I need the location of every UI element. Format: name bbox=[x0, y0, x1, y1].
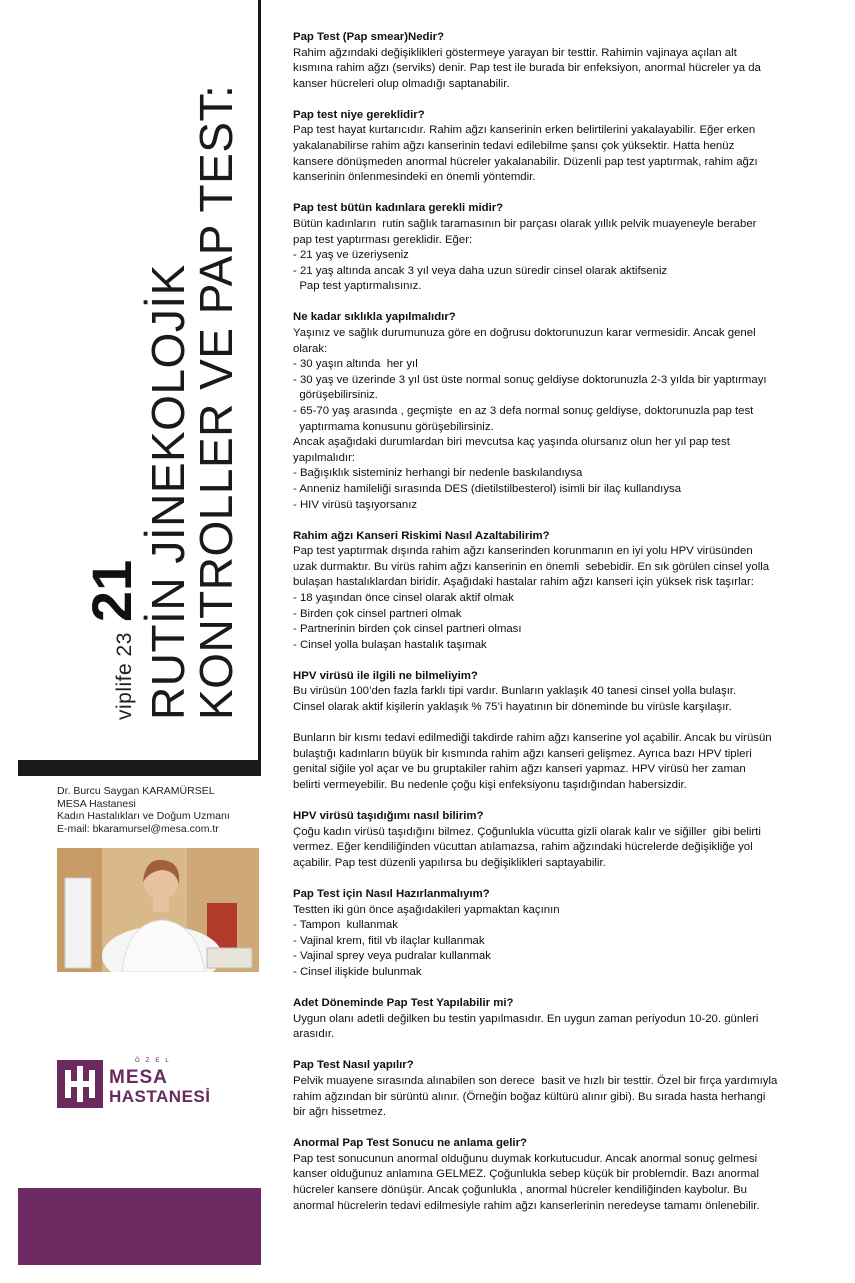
text-line: Pap test yaptırmak dışında rahim ağzı kanserinden korunmanın en iyi yolu HPV virüsünden bbox=[293, 545, 753, 558]
section-heading: Rahim ağzı Kanseri Riskimi Nasıl Azaltabilirim? bbox=[293, 529, 550, 542]
author-hospital: MESA Hastanesi bbox=[57, 797, 136, 810]
article-section bbox=[293, 201, 838, 295]
text-line: Yaşınız ve sağlık durumunuza göre en doğrusu doktorunuzun karar vermesidir. Ancak genel bbox=[293, 327, 756, 339]
text-line: Uygun olanı adetli değilken bu testin yapılmasıdır. En uygun zaman periyodun 10-20. günleri bbox=[293, 1012, 759, 1025]
text-line: bulaştığı kadınların büyük bir kısmında rahim ağzı kanseri gelişmez. Ayrıca bazı HPV tipleri bbox=[293, 747, 752, 760]
text-line: kısmına rahim ağzı (serviks) denir. Pap test ile burada bir enfeksiyon, anormal hücreler ya da bbox=[293, 62, 761, 75]
text-line: - 21 yaş altında ancak 3 yıl veya daha uzun süredir cinsel olarak aktifseniz bbox=[293, 264, 668, 277]
author-block bbox=[57, 785, 230, 835]
text-line: bir ağrı hissetmez. bbox=[293, 1106, 387, 1119]
section-text bbox=[293, 731, 838, 793]
author-photo bbox=[57, 848, 259, 972]
article-section bbox=[293, 887, 838, 981]
text-line: açabilir. Pap test düzenli yapılırsa bu değişiklikleri saptayabilir. bbox=[293, 856, 606, 869]
text-line: - 18 yaşından önce cinsel olarak aktif olmak bbox=[293, 592, 514, 604]
article-section bbox=[293, 996, 838, 1043]
text-line: kanserinin önlenmesindeki en önemli yöntemdir. bbox=[293, 171, 536, 184]
section-text bbox=[293, 326, 838, 513]
text-line: pap test yaptırması gereklidir. Eğer: bbox=[293, 233, 473, 246]
section-text bbox=[293, 1152, 838, 1214]
text-line: arasıdır. bbox=[293, 1028, 335, 1041]
issue-number: 21 bbox=[80, 559, 143, 623]
text-line: anormal hücrelerin tedavi edilmesiyle rahim ağzı kanserlerinin neredeyse tamamı önlenebilir. bbox=[293, 1199, 760, 1212]
article-section bbox=[293, 669, 838, 794]
text-line: - HIV virüsü taşıyorsanız bbox=[293, 498, 418, 511]
article-section bbox=[293, 310, 838, 513]
logo-ozel: ÖZEL bbox=[135, 1058, 175, 1064]
title-line-1: RUTİN JİNEKOLOJİK bbox=[142, 264, 194, 720]
section-text bbox=[293, 903, 838, 981]
text-line: - 65-70 yaş arasında , geçmişte en az 3 defa normal sonuç geldiyse, doktorunuzla pap test bbox=[293, 404, 754, 417]
section-text bbox=[293, 544, 838, 653]
section-text bbox=[293, 684, 838, 715]
text-line: Bunların bir kısmı tedavi edilmediği takdirde rahim ağzı kanserine yol açabilir. Ancak bu virüsün bbox=[293, 732, 772, 745]
text-line: Pap test sonucunun anormal olduğunu duymak korkutucudur. Ancak anormal sonuç gelmesi bbox=[293, 1152, 758, 1165]
text-line: olarak: bbox=[293, 342, 328, 355]
section-text bbox=[293, 46, 838, 93]
text-line: bulaşan hastalıklardan biridir. Aşağıdaki hastalar rahim ağzı kanseri için yüksek risk taşırlar: bbox=[293, 576, 754, 589]
text-line: rahim ağzından bir sürüntü alınır. (Örneğin boğaz kültürü alınır gibi). Bu sırada hasta herhangi bbox=[293, 1090, 766, 1103]
article-section bbox=[293, 809, 838, 871]
author-email: E-mail: bkaramursel@mesa.com.tr bbox=[57, 822, 219, 835]
article-section bbox=[293, 108, 838, 186]
section-text bbox=[293, 217, 838, 295]
author-title: Kadın Hastalıkları ve Doğum Uzmanı bbox=[57, 810, 230, 822]
section-heading: Pap Test (Pap smear)Nedir? bbox=[293, 31, 445, 43]
title-line-2: KONTROLLER VE PAP TEST: bbox=[190, 84, 242, 720]
section-text bbox=[293, 123, 838, 185]
text-line: Pap test hayat kurtarıcıdır. Rahim ağzı kanserinin erken belirtilerini yakalayabilir. Eğer erken bbox=[293, 124, 756, 137]
text-line: Pap test yaptırmalısınız. bbox=[293, 280, 422, 293]
section-heading: Pap Test için Nasıl Hazırlanmalıyım? bbox=[293, 888, 490, 900]
text-line: vermez. Eğer kendiliğinden vücuttan atılamazsa, rahim ağzındaki hücrelerde değişikliğe yol bbox=[293, 841, 753, 854]
text-line: yakalanabilirse rahim ağzı kanserinin tedavi edilebilme şansı çok yüksektir. Hatta henüz bbox=[293, 140, 735, 153]
magazine-name: viplife 23 bbox=[113, 632, 136, 720]
text-line: belirti vermeyebilir. Bu nedenle çoğu kişi enfeksiyonu taşıdığından habersizdir. bbox=[293, 779, 687, 792]
article-section bbox=[293, 529, 838, 654]
article-body bbox=[293, 30, 838, 1230]
article-section bbox=[293, 1136, 838, 1214]
text-line: yapılmalıdır: bbox=[293, 451, 356, 464]
text-line: Bu virüsün 100’den fazla farklı tipi vardır. Bunların yaklaşık 40 tanesi cinsel yolla bulaşır. bbox=[293, 685, 737, 698]
text-line: kanser hücreleri olup olmadığı saptanabilir. bbox=[293, 77, 510, 90]
text-line: - Partnerinin birden çok cinsel partneri olması bbox=[293, 623, 522, 636]
section-heading: Pap Test Nasıl yapılır? bbox=[293, 1059, 414, 1072]
text-line: - 30 yaş ve üzerinde 3 yıl üst üste normal sonuç geldiyse doktorunuzla 2-3 yılda bir yaptırmayı bbox=[293, 373, 767, 386]
section-heading: Adet Döneminde Pap Test Yapılabilir mi? bbox=[293, 997, 514, 1010]
sidebar bbox=[0, 0, 262, 1283]
logo-mark-icon bbox=[57, 1060, 103, 1108]
section-text bbox=[293, 1074, 838, 1121]
brand-footer-block bbox=[18, 1188, 261, 1265]
text-line: Testten iki gün önce aşağıdakileri yapmaktan kaçının bbox=[293, 903, 560, 916]
rotated-title-block bbox=[40, 0, 260, 720]
section-heading: Pap test niye gereklidir? bbox=[293, 108, 425, 121]
text-line: - Tampon kullanmak bbox=[293, 919, 398, 932]
text-line: Rahim ağzındaki değişiklikleri göstermeye yarayan bir testtir. Rahimin vajinaya açılan alt bbox=[293, 46, 737, 59]
divider-bar bbox=[18, 760, 261, 776]
section-heading: Ne kadar sıklıkla yapılmalıdır? bbox=[293, 311, 456, 324]
article-section bbox=[293, 1058, 838, 1120]
logo-mesa: MESA bbox=[109, 1067, 168, 1088]
text-line: - Vajinal krem, fitil vb ilaçlar kullanmak bbox=[293, 934, 485, 947]
section-heading: Anormal Pap Test Sonucu ne anlama gelir? bbox=[293, 1137, 527, 1150]
text-line: - 21 yaş ve üzeriyseniz bbox=[293, 249, 409, 262]
text-line: - Bağışıklık sisteminiz herhangi bir nedenle baskılandıysa bbox=[293, 467, 583, 480]
text-line: Cinsel olarak aktif kişilerin yaklaşık % 75’i hayatının bir döneminde bu virüsle karşılaşır. bbox=[293, 701, 732, 714]
text-line: Bütün kadınların rutin sağlık taramasının bir parçası olarak yıllık pelvik muayeneyle beraber bbox=[293, 217, 757, 230]
article-section bbox=[293, 30, 838, 92]
text-line: Pelvik muayene sırasında alınabilen son derece basit ve hızlı bir testtir. Özel bir fırça yardımıyla bbox=[293, 1074, 778, 1087]
text-line: - Vajinal sprey veya pudralar kullanmak bbox=[293, 950, 491, 963]
section-text bbox=[293, 825, 838, 872]
text-line: görüşebilirsiniz. bbox=[293, 389, 378, 402]
text-line: - Cinsel ilişkide bulunmak bbox=[293, 965, 422, 978]
section-heading: HPV virüsü taşıdığımı nasıl bilirim? bbox=[293, 810, 484, 823]
text-line: Çoğu kadın virüsü taşıdığını bilmez. Çoğunlukla vücutta gizli olarak kalır ve siğiller gibi belirti bbox=[293, 825, 761, 838]
text-line: kanser olduğunuz anlamına GELMEZ. Çoğunlukla sebep küçük bir problemdir. Bazı anormal bbox=[293, 1168, 759, 1181]
section-text bbox=[293, 1012, 838, 1043]
text-line: - Anneniz hamileliği sırasında DES (dietilstilbesterol) isimli bir ilaç kullandıysa bbox=[293, 482, 682, 495]
text-line: yaptırmama konusunu görüşebilirsiniz. bbox=[293, 420, 494, 433]
logo-hastanesi: HASTANESİ bbox=[109, 1087, 211, 1106]
text-line: - Cinsel yolla bulaşan hastalık taşımak bbox=[293, 638, 487, 651]
text-line: - 30 yaşın altında her yıl bbox=[293, 358, 418, 371]
author-name: Dr. Burcu Saygan KARAMÜRSEL bbox=[57, 785, 215, 797]
text-line: genital siğile yol açar ve bu gruptakiler rahim ağzı kanseri yapmaz. HPV virüsü her zaman bbox=[293, 763, 746, 776]
section-heading: HPV virüsü ile ilgili ne bilmeliyim? bbox=[293, 669, 478, 682]
text-line: hücreler kansere dönüşür. Ancak çoğunlukla , anormal hücreler kendiliğinden kaybolur. Bu bbox=[293, 1184, 747, 1196]
issue-row bbox=[80, 559, 143, 720]
text-line: uzak durmaktır. Bu virüs rahim ağzı kanserinin en önemli sebebidir. En sık görülen cinsel yolla bbox=[293, 560, 770, 573]
text-line: - Birden çok cinsel partneri olmak bbox=[293, 607, 462, 620]
text-line: Ancak aşağıdaki durumlardan biri mevcutsa kaç yaşında olursanız olun her yıl pap test bbox=[293, 436, 730, 449]
section-heading: Pap test bütün kadınlara gerekli midir? bbox=[293, 202, 504, 215]
text-line: kansere dönüşmeden anormal hücreler yakalanabilir. Düzenli pap test yaptırmak, rahim ağzı bbox=[293, 155, 758, 168]
